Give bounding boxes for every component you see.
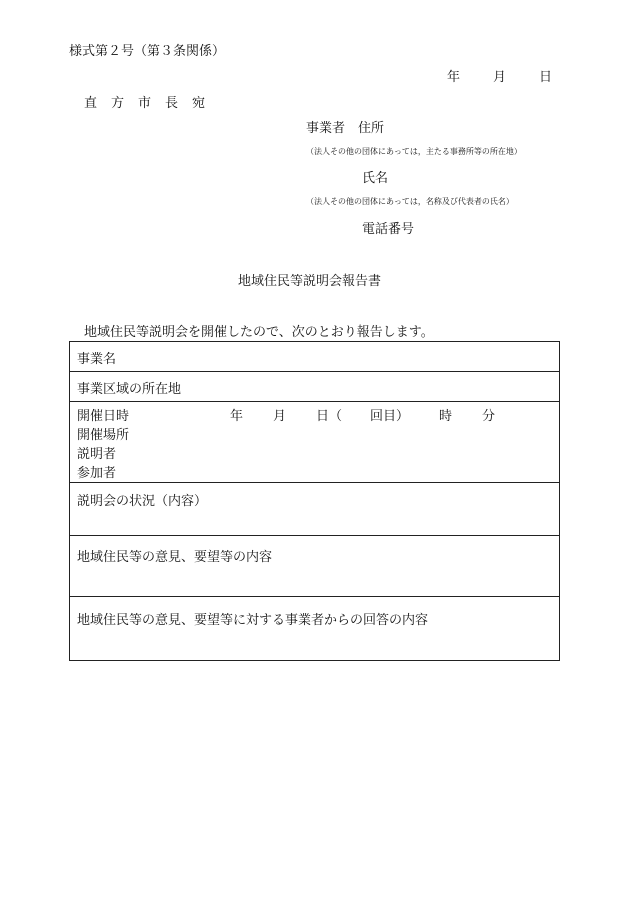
date-line bbox=[447, 66, 552, 85]
status-label: 説明会の状況（内容） bbox=[77, 494, 208, 509]
meeting-attendees-label: 参加者 bbox=[77, 466, 117, 481]
meeting-day: 日（ bbox=[316, 409, 343, 424]
name-note: （法人その他の団体にあっては，名称及び代表者の氏名） bbox=[306, 197, 514, 206]
meeting-month: 月 bbox=[273, 409, 287, 424]
date-day: 日 bbox=[539, 70, 553, 85]
business-location-label: 事業区域の所在地 bbox=[77, 382, 182, 397]
business-name-row bbox=[70, 342, 559, 372]
intro-text: 地域住民等説明会を開催したので、次のとおり報告します。 bbox=[84, 325, 434, 340]
applicant-address-row bbox=[306, 117, 384, 136]
applicant-heading: 事業者 bbox=[306, 121, 346, 136]
date-year: 年 bbox=[447, 70, 461, 85]
meeting-minute: 分 bbox=[482, 409, 496, 424]
address-note: （法人その他の団体にあっては，主たる事務所等の所在地） bbox=[306, 147, 522, 156]
meeting-datetime-label: 開催日時 bbox=[77, 409, 130, 424]
meeting-presenter-label: 説明者 bbox=[77, 447, 117, 462]
addressee: 直方市長宛 bbox=[84, 96, 220, 111]
date-month: 月 bbox=[493, 70, 507, 85]
phone-label: 電話番号 bbox=[362, 222, 415, 237]
meeting-year: 年 bbox=[230, 409, 244, 424]
name-label: 氏名 bbox=[362, 171, 389, 186]
meeting-count: 回目） bbox=[370, 409, 410, 424]
opinions-row bbox=[70, 536, 559, 597]
business-name-label: 事業名 bbox=[77, 352, 117, 367]
report-table bbox=[69, 341, 560, 661]
response-label: 地域住民等の意見、要望等に対する事業者からの回答の内容 bbox=[77, 613, 429, 628]
response-row bbox=[70, 597, 559, 660]
status-row bbox=[70, 483, 559, 536]
business-location-row bbox=[70, 372, 559, 402]
document-title: 地域住民等説明会報告書 bbox=[238, 274, 382, 289]
meeting-venue-label: 開催場所 bbox=[77, 428, 130, 443]
meeting-info-row bbox=[70, 402, 559, 483]
form-number: 様式第２号（第３条関係） bbox=[69, 44, 226, 59]
meeting-hour: 時 bbox=[439, 409, 453, 424]
address-label: 住所 bbox=[358, 121, 385, 136]
opinions-label: 地域住民等の意見、要望等の内容 bbox=[77, 550, 273, 565]
